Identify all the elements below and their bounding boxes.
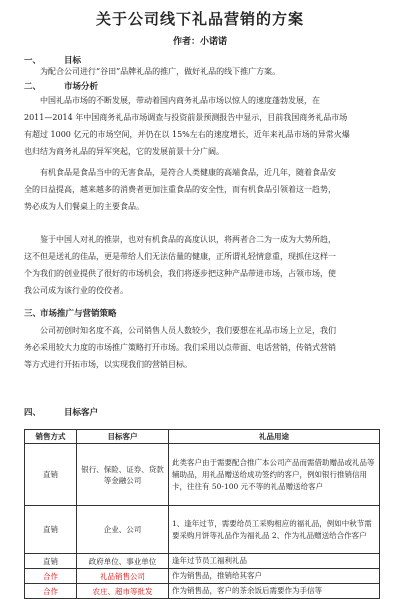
table-header-cell: 销售方式: [25, 430, 77, 444]
paragraph-line: 有机食品是食品当中的无害食品，是符合人类健康的高端食品，近几年，随着食品安: [40, 168, 336, 177]
target-customer-table: [24, 429, 380, 599]
paragraph-line: 我公司成为该行业的佼佼者。: [24, 286, 128, 295]
paragraph-line: 中国礼品市场的不断发展，带动着国内商务礼品市场以惊人的速度蓬勃发展，在: [40, 96, 320, 105]
paragraph-line: 鉴于中国人对礼的推崇，也对有机食品的高度认识，将两者合二为一成为大势所趋，: [40, 235, 336, 244]
table-header-row: [25, 430, 380, 444]
target-customer-cell: 农庄、超市等批发: [77, 584, 169, 599]
paragraph-market-3: [24, 231, 380, 299]
sales-method-cell: 直销: [25, 444, 77, 506]
paragraph-line: 公司初创时知名度不高，公司销售人员人数较少，我们要想在礼品市场上立足，我们: [40, 326, 336, 335]
section-number: 三、: [24, 309, 42, 319]
section-number: 四、: [24, 408, 42, 418]
table-row: [25, 554, 380, 569]
section-number: 二、: [24, 82, 42, 92]
table-header-cell: 目标客户: [77, 430, 169, 444]
paragraph-market-2: [24, 164, 380, 215]
gift-use-cell: 作为销售品，推销给其客户: [169, 569, 380, 584]
gift-use-cell: 作为销售品，客户的茶余饭后需要作为手信等: [169, 584, 380, 599]
sales-method-cell: 直销: [25, 554, 77, 569]
table-row: [25, 569, 380, 584]
paragraph-line: 有超过 1000 亿元的市场空间，并仍在以 15%左右的速度增长，近年来礼品市场的异常火爆: [24, 130, 350, 139]
paragraph-line: 这不但是送礼的佳品，更是带给人们无法估量的健康，正所谓礼轻情意重，现抓住这样一: [24, 252, 336, 261]
section-heading-market: [24, 80, 98, 92]
section-number: 一、: [24, 56, 42, 66]
section-title: 市场推广与营销策略: [40, 309, 117, 319]
gift-use-cell: 1、逢年过节，需要给员工采购相应的福礼品，例如中秋节需要采购月饼等礼品作为福礼品 2、作为礼品赠送给合作客户: [169, 506, 380, 554]
section-title: 市场分析: [64, 82, 99, 92]
table-row: [25, 444, 380, 506]
sales-method-cell: 直销: [25, 506, 77, 554]
sales-method-cell: 合作: [25, 569, 77, 584]
paragraph-line: 势必成为人们餐桌上的主要食品。: [24, 202, 144, 211]
document-title: 关于公司线下礼品营销的方案: [95, 10, 304, 28]
gift-use-cell: 逢年过节员工福利礼品: [169, 554, 380, 569]
target-customer-cell: 政府单位、事业单位: [77, 554, 169, 569]
paragraph-line: 个为我们的创业提供了很好的市场机会，我们将逐步把这种产品带进市场，占领市场，使: [24, 269, 336, 278]
paragraph-strategy: [24, 322, 380, 373]
paragraph-line: 2011—2014 年中国商务礼品市场调查与投资前景预测报告中显示，目前我国商务礼品市场: [24, 113, 348, 122]
table-header-cell: 礼品用途: [169, 430, 380, 444]
table-row: [25, 506, 380, 554]
section-title: 目标: [64, 56, 82, 66]
paragraph-line: 务必采用较大力度的市场推广策略打开市场。我们采用以点带面、电话营销，传销式营销: [24, 343, 336, 352]
section-heading-strategy: [24, 307, 117, 319]
section-heading-customers: [24, 406, 98, 418]
paragraph-line: 为配合公司进行“谷田”品牌礼品的推广，做好礼品的线下推广方案。: [40, 67, 281, 76]
target-customer-cell: 礼品销售公司: [77, 569, 169, 584]
paragraph-goal: [24, 63, 380, 80]
paragraph-line: 也归结为商务礼品的异军突起，它的发展前景十分广阔。: [24, 147, 224, 156]
document-author: 作者：小诺诺: [172, 37, 227, 47]
paragraph-market-1: [24, 92, 380, 160]
paragraph-line: 全的日益提高，越来越多的消费者更加注重食品的安全性，而有机食品引领着这一趋势，: [24, 185, 336, 194]
sales-method-cell: 合作: [25, 584, 77, 599]
target-customer-cell: 企业、公司: [77, 506, 169, 554]
section-title: 目标客户: [64, 408, 99, 418]
table-row: [25, 584, 380, 599]
target-customer-cell: 银行、保险、证券、贷款等金融公司: [77, 444, 169, 506]
gift-use-cell: 此类客户由于需要配合推广本公司产品而需借助赠品或礼品等辅助品，用礼品赠送给成功签约的客户，例如银行推销信用卡，往往有 50-100 元不等的礼品赠送给客户: [169, 444, 380, 506]
paragraph-line: 等方式进行开拓市场，以实现我们的营销目标。: [24, 360, 192, 369]
